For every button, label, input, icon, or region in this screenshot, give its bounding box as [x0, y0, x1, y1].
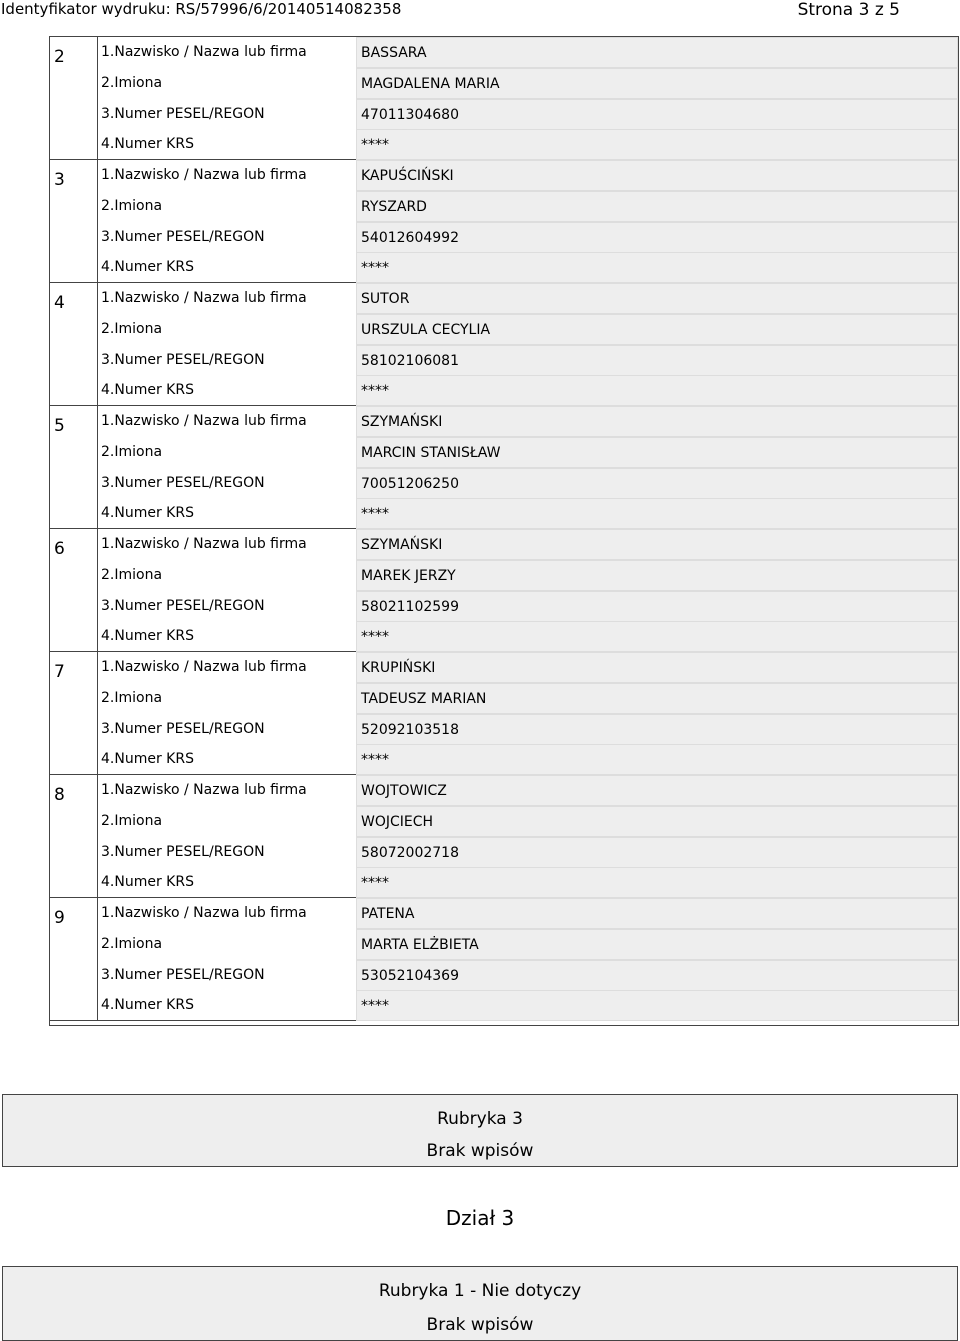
field-value-krs: **** — [361, 506, 389, 523]
field-value-krs: **** — [361, 998, 389, 1015]
field-value-box — [356, 837, 958, 868]
dzial-3-title: Dział 3 — [445, 1206, 515, 1230]
field-label-krs: 4.Numer KRS — [101, 259, 194, 276]
field-label-krs: 4.Numer KRS — [101, 628, 194, 645]
field-value-box — [356, 775, 958, 806]
field-row-imiona — [98, 806, 958, 837]
entry-number: 4 — [50, 283, 98, 405]
entry-number: 6 — [50, 529, 98, 651]
rubryka-3-title: Rubryka 3 — [437, 1109, 523, 1129]
entry-number: 8 — [50, 775, 98, 897]
field-value-imiona: MARTA ELŻBIETA — [361, 936, 479, 953]
field-value-box — [356, 591, 958, 622]
field-row-imiona — [98, 68, 958, 99]
entry-row — [50, 652, 958, 775]
field-value-box — [356, 560, 958, 591]
field-label-imiona: 2.Imiona — [101, 812, 163, 829]
field-row-nazwisko — [98, 775, 958, 806]
field-row-imiona — [98, 683, 958, 714]
field-label-nazwisko: 1.Nazwisko / Nazwa lub firma — [101, 782, 307, 798]
field-value-box — [356, 714, 958, 745]
field-value-box — [356, 160, 958, 191]
field-value-pesel: 70051206250 — [361, 475, 459, 492]
field-label-krs: 4.Numer KRS — [101, 997, 194, 1014]
field-value-box — [356, 37, 958, 68]
field-value-krs: **** — [361, 260, 389, 277]
field-value-box — [356, 468, 958, 499]
field-value-nazwisko: BASSARA — [361, 45, 427, 61]
field-value-pesel: 58072002718 — [361, 844, 459, 861]
field-row-pesel — [98, 345, 958, 376]
field-value-box — [356, 283, 958, 314]
print-header — [0, 0, 960, 20]
field-row-nazwisko — [98, 160, 958, 191]
field-row-pesel — [98, 714, 958, 745]
field-value-box — [356, 498, 958, 529]
field-row-krs — [98, 129, 958, 160]
field-value-pesel: 47011304680 — [361, 106, 459, 123]
field-value-nazwisko: SUTOR — [361, 291, 410, 307]
field-row-nazwisko — [98, 406, 958, 437]
field-value-krs: **** — [361, 383, 389, 400]
field-row-krs — [98, 252, 958, 283]
field-row-krs — [98, 375, 958, 406]
field-value-imiona: URSZULA CECYLIA — [361, 321, 491, 338]
field-value-imiona: MARCIN STANISŁAW — [361, 444, 501, 461]
field-value-pesel: 58102106081 — [361, 352, 459, 369]
field-row-krs — [98, 498, 958, 529]
field-value-pesel: 58021102599 — [361, 598, 459, 615]
entry-number: 3 — [50, 160, 98, 282]
field-value-box — [356, 744, 958, 775]
field-value-box — [356, 437, 958, 468]
field-label-imiona: 2.Imiona — [101, 320, 163, 337]
field-label-imiona: 2.Imiona — [101, 74, 163, 91]
field-row-imiona — [98, 191, 958, 222]
field-value-box — [356, 806, 958, 837]
field-value-imiona: MAGDALENA MARIA — [361, 75, 500, 92]
field-row-pesel — [98, 222, 958, 253]
field-value-box — [356, 375, 958, 406]
field-value-box — [356, 68, 958, 99]
field-label-imiona: 2.Imiona — [101, 935, 163, 952]
field-value-nazwisko: WOJTOWICZ — [361, 783, 447, 799]
field-value-nazwisko: KRUPIŃSKI — [361, 660, 436, 676]
field-label-pesel: 3.Numer PESEL/REGON — [101, 351, 265, 368]
field-row-nazwisko — [98, 529, 958, 560]
field-value-pesel: 52092103518 — [361, 721, 459, 738]
field-label-krs: 4.Numer KRS — [101, 505, 194, 522]
field-row-krs — [98, 621, 958, 652]
field-row-imiona — [98, 437, 958, 468]
field-value-nazwisko: KAPUŚCIŃSKI — [361, 168, 454, 184]
field-label-pesel: 3.Numer PESEL/REGON — [101, 720, 265, 737]
field-label-krs: 4.Numer KRS — [101, 136, 194, 153]
field-row-pesel — [98, 591, 958, 622]
field-label-pesel: 3.Numer PESEL/REGON — [101, 228, 265, 245]
rubryka-3-status: Brak wpisów — [426, 1141, 534, 1161]
field-label-imiona: 2.Imiona — [101, 566, 163, 583]
field-label-imiona: 2.Imiona — [101, 689, 163, 706]
field-value-krs: **** — [361, 752, 389, 769]
field-value-imiona: RYSZARD — [361, 198, 427, 215]
entry-row — [50, 283, 958, 406]
field-value-box — [356, 929, 958, 960]
rubryka-3-section — [2, 1094, 958, 1167]
field-row-imiona — [98, 314, 958, 345]
field-value-nazwisko: SZYMAŃSKI — [361, 414, 443, 430]
partners-table — [49, 36, 959, 1026]
field-value-box — [356, 898, 958, 929]
field-label-krs: 4.Numer KRS — [101, 751, 194, 768]
field-label-pesel: 3.Numer PESEL/REGON — [101, 843, 265, 860]
field-row-nazwisko — [98, 652, 958, 683]
rubryka-1-section — [2, 1266, 958, 1341]
field-label-nazwisko: 1.Nazwisko / Nazwa lub firma — [101, 536, 307, 552]
entry-number: 9 — [50, 898, 98, 1020]
entry-row — [50, 37, 958, 160]
entry-row — [50, 406, 958, 529]
field-value-box — [356, 990, 958, 1021]
field-label-nazwisko: 1.Nazwisko / Nazwa lub firma — [101, 905, 307, 921]
field-value-box — [356, 529, 958, 560]
field-value-krs: **** — [361, 875, 389, 892]
field-row-pesel — [98, 837, 958, 868]
field-row-nazwisko — [98, 37, 958, 68]
field-row-krs — [98, 744, 958, 775]
field-value-box — [356, 683, 958, 714]
page-number: Strona 3 z 5 — [797, 0, 900, 20]
field-row-krs — [98, 867, 958, 898]
field-row-pesel — [98, 468, 958, 499]
field-row-imiona — [98, 560, 958, 591]
field-label-nazwisko: 1.Nazwisko / Nazwa lub firma — [101, 44, 307, 60]
field-label-pesel: 3.Numer PESEL/REGON — [101, 474, 265, 491]
field-label-nazwisko: 1.Nazwisko / Nazwa lub firma — [101, 413, 307, 429]
entry-number: 7 — [50, 652, 98, 774]
field-value-pesel: 54012604992 — [361, 229, 459, 246]
field-label-nazwisko: 1.Nazwisko / Nazwa lub firma — [101, 167, 307, 183]
field-label-nazwisko: 1.Nazwisko / Nazwa lub firma — [101, 290, 307, 306]
field-label-imiona: 2.Imiona — [101, 443, 163, 460]
field-label-pesel: 3.Numer PESEL/REGON — [101, 966, 265, 983]
field-row-nazwisko — [98, 898, 958, 929]
field-value-box — [356, 652, 958, 683]
field-value-box — [356, 960, 958, 991]
entry-row — [50, 160, 958, 283]
field-row-pesel — [98, 99, 958, 130]
entry-row — [50, 529, 958, 652]
field-value-box — [356, 222, 958, 253]
field-value-krs: **** — [361, 629, 389, 646]
rubryka-1-status: Brak wpisów — [426, 1315, 534, 1335]
rubryka-1-title: Rubryka 1 - Nie dotyczy — [378, 1281, 582, 1301]
field-value-nazwisko: PATENA — [361, 906, 415, 922]
field-value-box — [356, 252, 958, 283]
field-value-box — [356, 867, 958, 898]
field-row-krs — [98, 990, 958, 1021]
field-label-krs: 4.Numer KRS — [101, 382, 194, 399]
field-value-box — [356, 129, 958, 160]
field-value-pesel: 53052104369 — [361, 967, 459, 984]
field-value-imiona: WOJCIECH — [361, 813, 434, 830]
field-value-imiona: MAREK JERZY — [361, 567, 456, 584]
field-value-box — [356, 99, 958, 130]
field-label-krs: 4.Numer KRS — [101, 874, 194, 891]
field-value-krs: **** — [361, 137, 389, 154]
entry-number: 5 — [50, 406, 98, 528]
field-label-imiona: 2.Imiona — [101, 197, 163, 214]
field-value-box — [356, 345, 958, 376]
field-value-box — [356, 406, 958, 437]
field-label-nazwisko: 1.Nazwisko / Nazwa lub firma — [101, 659, 307, 675]
print-identifier: Identyfikator wydruku: RS/57996/6/20140514082358 — [1, 0, 402, 18]
field-value-box — [356, 314, 958, 345]
field-label-pesel: 3.Numer PESEL/REGON — [101, 105, 265, 122]
field-row-pesel — [98, 960, 958, 991]
field-value-box — [356, 621, 958, 652]
entry-row — [50, 775, 958, 898]
field-label-pesel: 3.Numer PESEL/REGON — [101, 597, 265, 614]
field-row-imiona — [98, 929, 958, 960]
field-value-box — [356, 191, 958, 222]
field-value-imiona: TADEUSZ MARIAN — [361, 690, 487, 707]
field-value-nazwisko: SZYMAŃSKI — [361, 537, 443, 553]
entry-row — [50, 898, 958, 1021]
field-row-nazwisko — [98, 283, 958, 314]
entry-number: 2 — [50, 37, 98, 159]
